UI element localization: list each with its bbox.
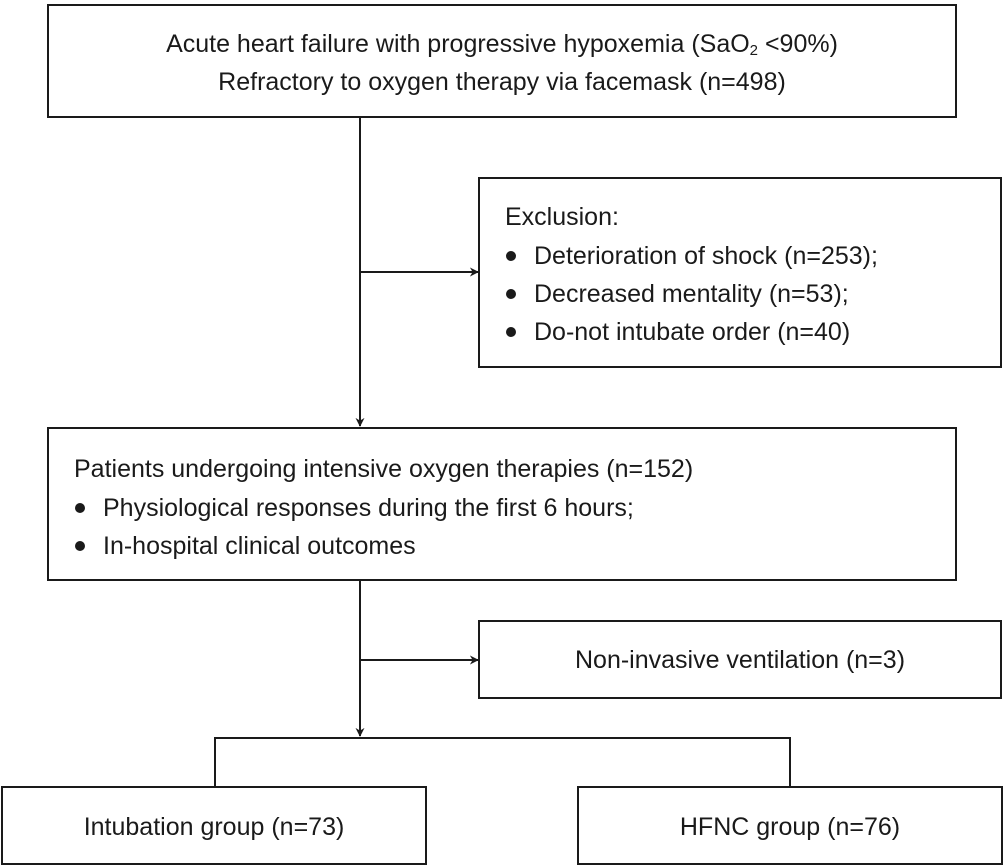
therapy-box bbox=[47, 427, 957, 581]
bullet-icon bbox=[506, 327, 516, 337]
hfnc-group-label: HFNC group (n=76) bbox=[679, 813, 901, 841]
intubation-group-label: Intubation group (n=73) bbox=[83, 813, 345, 841]
exclusion-item-1: Deterioration of shock (n=253); bbox=[534, 242, 878, 270]
exclusion-item-3: Do-not intubate order (n=40) bbox=[534, 318, 851, 346]
start-line-2: Refractory to oxygen therapy via facemask (n=498) bbox=[218, 68, 786, 96]
intubation-group-box bbox=[1, 786, 427, 865]
bullet-icon bbox=[75, 503, 85, 513]
start-line-1: Acute heart failure with progressive hypoxemia (SaO$_2$ <90%) bbox=[166, 30, 838, 59]
bullet-icon bbox=[506, 289, 516, 299]
exclusion-item-2: Decreased mentality (n=53); bbox=[534, 280, 849, 308]
exclusion-heading: Exclusion: bbox=[505, 203, 619, 231]
niv-label: Non-invasive ventilation (n=3) bbox=[574, 646, 906, 674]
hfnc-group-box bbox=[577, 786, 1003, 865]
start-box bbox=[47, 4, 957, 118]
therapy-item-1: Physiological responses during the first 6 hours; bbox=[103, 494, 634, 522]
bullet-icon bbox=[506, 251, 516, 261]
niv-box bbox=[478, 620, 1002, 699]
therapy-item-2: In-hospital clinical outcomes bbox=[103, 532, 416, 560]
exclusion-box bbox=[478, 177, 1002, 368]
bullet-icon bbox=[75, 541, 85, 551]
therapy-heading: Patients undergoing intensive oxygen therapies (n=152) bbox=[74, 455, 694, 483]
